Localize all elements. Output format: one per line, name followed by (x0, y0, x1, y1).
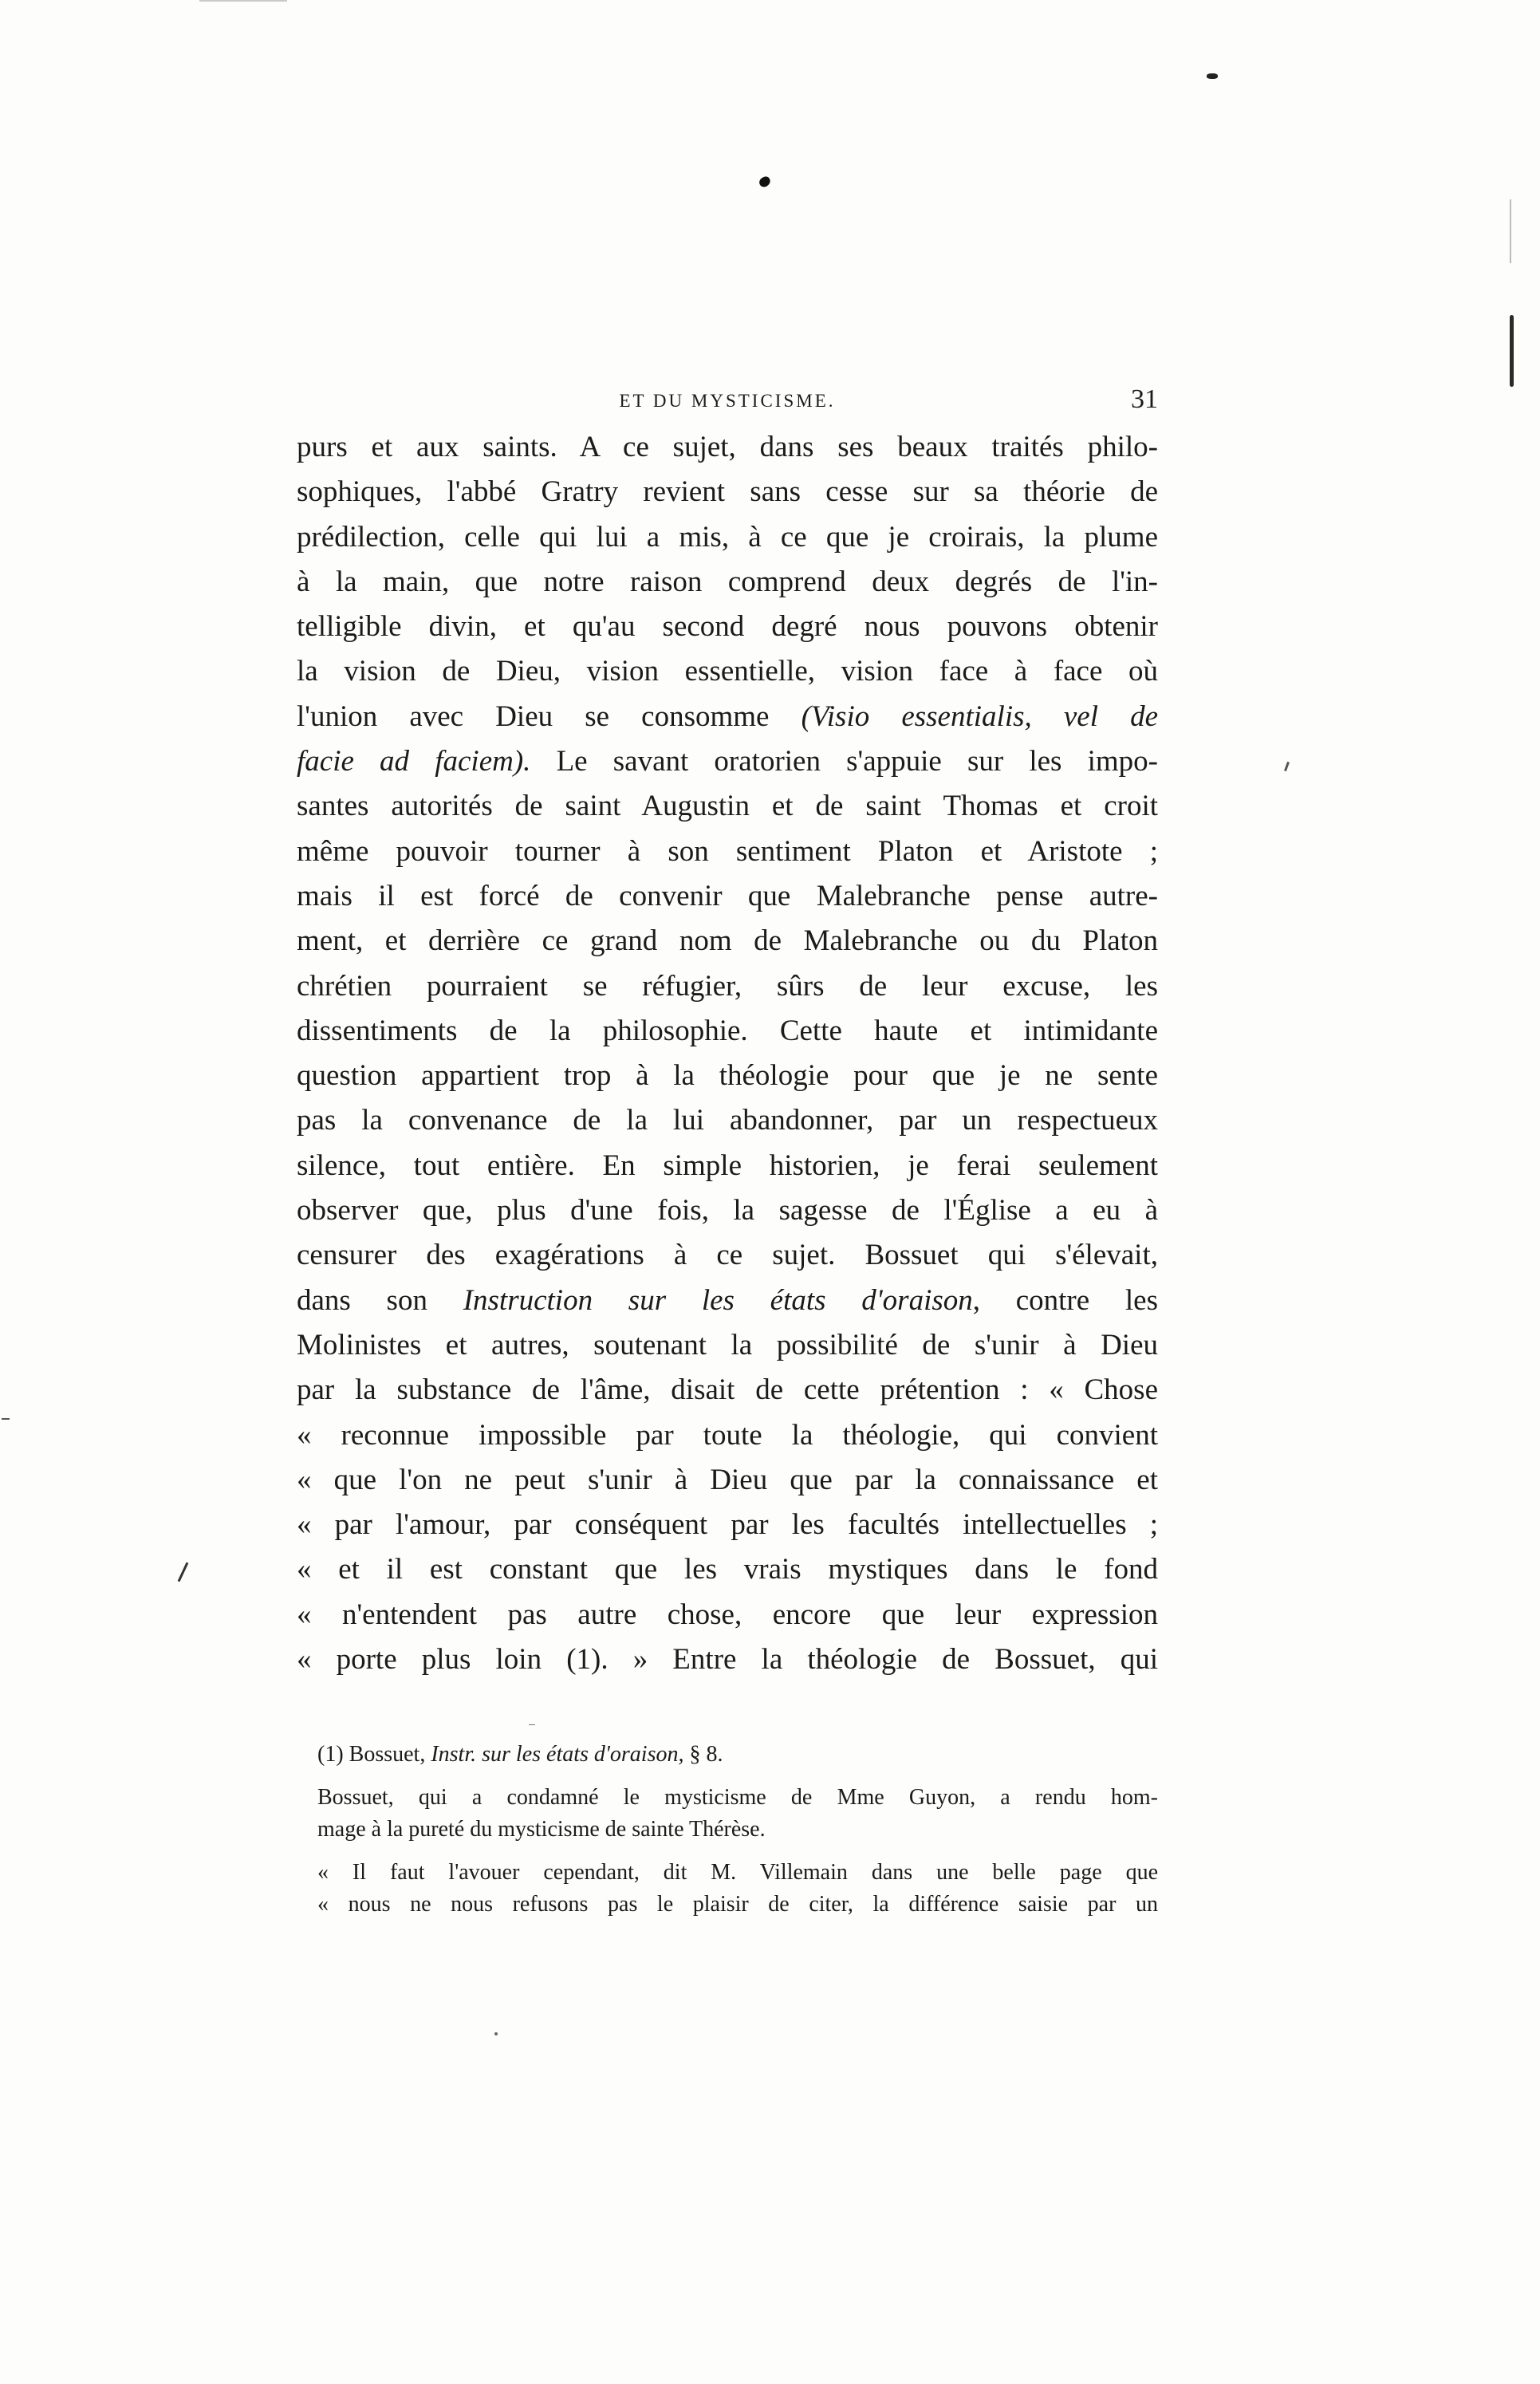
italic-phrase: Instruction sur les états d'oraison (463, 1283, 973, 1317)
footnote-3-line: « Il faut l'avouer cependant, dit M. Villemain dans une belle page que (317, 1860, 1158, 1885)
text-line: silence, tout entière. En simple historien, je ferai seulement (297, 1149, 1158, 1182)
text-line: ment, et derrière ce grand nom de Malebranche ou du Platon (297, 924, 1158, 958)
italic-phrase: (Visio essentialis, vel de (801, 699, 1159, 733)
text-line: purs et aux saints. A ce sujet, dans ses beaux traités philo- (297, 431, 1158, 463)
running-header (297, 384, 1158, 416)
footnote-text: § 8. (689, 1742, 723, 1767)
scan-artifact-ink-blot (758, 175, 772, 189)
text-line: à la main, que notre raison comprend deux degrés de l'in- (297, 565, 1158, 598)
text-line: santes autorités de saint Augustin et de saint Thomas et croit (297, 790, 1158, 823)
text-line: prédilection, celle qui lui a mis, à ce que je croirais, la plume (297, 520, 1158, 554)
scan-artifact-slash (178, 1562, 189, 1582)
footnotes (317, 1739, 1158, 1921)
body-text (297, 425, 1158, 1682)
scan-artifact-edge (1510, 199, 1511, 263)
footnote-3-line: « nous ne nous refusons pas le plaisir de citer, la différence saisie par un (317, 1892, 1158, 1917)
text-line: par la substance de l'âme, disait de cette prétention : « Chose (297, 1373, 1158, 1407)
text-line-mixed (297, 1279, 1158, 1323)
footnote-2-line: mage à la pureté du mysticisme de sainte Thérèse. (317, 1817, 766, 1842)
text-segment: dans son (297, 1283, 427, 1317)
text-line: dissentiments de la philosophie. Cette haute et intimidante (297, 1014, 1158, 1047)
text-segment: Le savant oratorien s'appuie sur les impo- (556, 745, 1158, 778)
text-line: observer que, plus d'une fois, la sagesse de l'Église a eu à (297, 1194, 1158, 1227)
text-segment: l'union avec Dieu se consomme (297, 699, 770, 733)
text-line: « porte plus loin (1). » Entre la théologie de Bossuet, qui (297, 1643, 1158, 1677)
text-line-mixed (297, 695, 1158, 739)
footnote-2-line: Bossuet, qui a condamné le mysticisme de Mme Guyon, a rendu hom- (317, 1785, 1158, 1810)
text-line: même pouvoir tourner à son sentiment Platon et Aristote ; (297, 834, 1158, 868)
text-line-mixed (297, 739, 1158, 784)
text-line: « et il est constant que les vrais mystiques dans le fond (297, 1553, 1158, 1586)
italic-phrase: facie ad faciem). (297, 745, 531, 778)
running-header-title: ET DU MYSTICISME. (619, 391, 836, 411)
text-line: censurer des exagérations à ce sujet. Bossuet qui s'élevait, (297, 1239, 1158, 1272)
scan-artifact-comma (1284, 762, 1290, 771)
footnote-italic: Instr. sur les états d'oraison, (431, 1742, 684, 1767)
page-number: 31 (1131, 384, 1158, 414)
text-line: sophiques, l'abbé Gratry revient sans cesse sur sa théorie de (297, 475, 1158, 509)
footnote-1 (317, 1739, 1158, 1771)
text-line: question appartient trop à la théologie pour que je ne sente (297, 1059, 1158, 1093)
scan-artifact-line (199, 0, 287, 2)
text-line: « n'entendent pas autre chose, encore que leur expression (297, 1598, 1158, 1631)
scan-artifact-tick (2, 1418, 10, 1420)
scan-artifact-mark (1207, 73, 1218, 79)
text-line: « reconnue impossible par toute la théologie, qui convient (297, 1418, 1158, 1452)
text-line: telligible divin, et qu'au second degré nous pouvons obtenir (297, 610, 1158, 644)
text-line: chrétien pourraient se réfugier, sûrs de leur excuse, les (297, 969, 1158, 1003)
text-line: Molinistes et autres, soutenant la possibilité de s'unir à Dieu (297, 1328, 1158, 1361)
text-line: « que l'on ne peut s'unir à Dieu que par la connaissance et (297, 1463, 1158, 1496)
scan-artifact-dot (494, 2032, 498, 2035)
scan-artifact-edge-mark (1510, 315, 1514, 387)
text-segment: , contre les (972, 1283, 1158, 1317)
text-line: mais il est forcé de convenir que Malebranche pense autre- (297, 879, 1158, 912)
text-line: « par l'amour, par conséquent par les facultés intellectuelles ; (297, 1508, 1158, 1542)
footnote-separator (529, 1724, 535, 1725)
footnote-text: (1) Bossuet, (317, 1742, 426, 1767)
text-line: la vision de Dieu, vision essentielle, vision face à face où (297, 655, 1158, 688)
text-line: pas la convenance de la lui abandonner, par un respectueux (297, 1104, 1158, 1137)
